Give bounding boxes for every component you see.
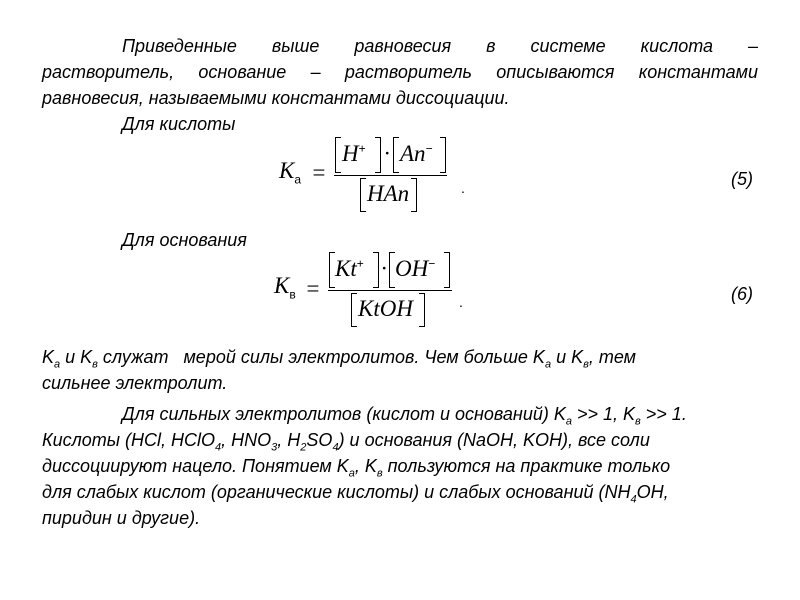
- base-label: Для основания: [122, 230, 247, 250]
- strong-line-4: для слабых кислот (органические кислоты) и слабых оснований ($NH_4OH$,: [42, 482, 669, 506]
- eq6-cdot: ·: [381, 256, 387, 281]
- eq5-bracket-left-1: [335, 137, 341, 173]
- eq5-cdot: ·: [384, 141, 390, 166]
- eq6-num-a: Kt+: [335, 256, 364, 281]
- eq5-den: HAn: [367, 181, 410, 206]
- eq5-num-a: H+: [342, 141, 366, 166]
- eq6-bracket-left-3: [351, 293, 357, 327]
- intro-line-2: растворитель, основание – растворитель описываются константами: [42, 62, 758, 82]
- eq5-equals: =: [311, 160, 327, 185]
- eq6-den: KtOH: [358, 296, 413, 321]
- eq5-bracket-right-1: [375, 137, 381, 173]
- eq5-bracket-left-2: [393, 137, 399, 173]
- strong-line-5: пиридин и другие).: [42, 508, 201, 528]
- strong-line-2: Кислоты (HCl, HClO$_4$, $HNO_3$, $H_2SO_4$) и основания (NaOH, KOH), все соли: [42, 430, 650, 454]
- strong-line-1: Для сильных электролитов (кислот и оснований) $K_a >> 1$, $K_в >> 1$.: [122, 404, 687, 428]
- intro-line-3: равновесия, называемыми константами диссоциации.: [42, 88, 510, 108]
- eq6-fraction-bar: [328, 290, 452, 291]
- constants-line-2: сильнее электролит.: [42, 373, 228, 393]
- eq6-dot: .: [459, 294, 463, 310]
- eq5-bracket-right-2: [440, 137, 446, 173]
- eq5-num-b: An−: [400, 141, 433, 166]
- eq6-number: (6): [731, 284, 753, 304]
- constants-line-1: $K_a$ и $K_в$ служат мерой силы электролитов. Чем больше $K_a$ и $K_в$, тем: [42, 347, 637, 371]
- eq6-equals: =: [305, 276, 321, 301]
- strong-line-3: диссоциируют нацело. Понятием $K_a$, $K_в$ пользуются на практике только: [42, 456, 671, 480]
- eq6-bracket-right-2: [444, 252, 450, 288]
- eq6-num-b: OH−: [395, 256, 436, 281]
- acid-label: Для кислоты: [122, 114, 236, 134]
- eq6-bracket-right-1: [373, 252, 379, 288]
- eq5-k: $K_a$: [279, 158, 302, 187]
- eq6-bracket-right-3: [419, 293, 425, 327]
- eq6-k: $K_в$: [274, 273, 296, 302]
- eq5-bracket-left-3: [360, 178, 366, 212]
- eq5-number: (5): [731, 169, 753, 189]
- eq5-bracket-right-3: [411, 178, 417, 212]
- eq5-fraction-bar: [334, 175, 447, 176]
- eq5-dot: .: [461, 180, 465, 196]
- intro-line-1: Приведенные выше равновесия в системе кислота –: [122, 36, 758, 56]
